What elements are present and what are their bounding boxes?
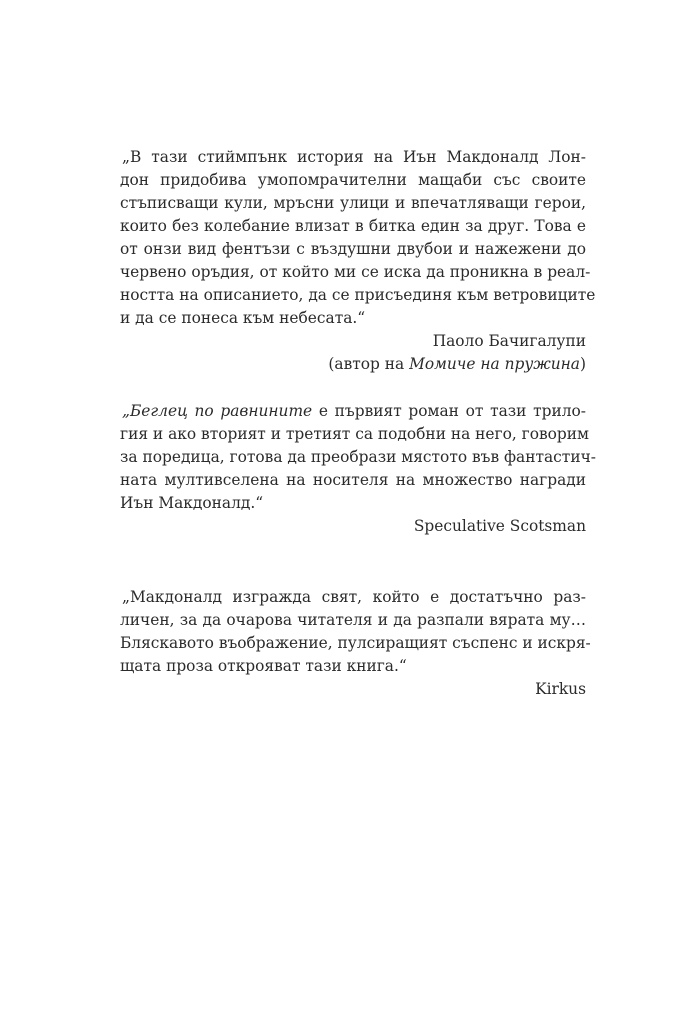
quote-line: гия и ако вторият и третият са подобни на него, говорим bbox=[120, 425, 589, 443]
source-prefix: (автор на bbox=[328, 355, 410, 373]
quote-line: „В тази стиймпънк история на Иън Макдоналд Лон- bbox=[122, 148, 586, 166]
quote-line: които без колебание влизат в битка един за друг. Това е bbox=[120, 217, 586, 235]
quote-line bbox=[120, 400, 586, 423]
quote-line: Иън Макдоналд.“ bbox=[120, 494, 264, 512]
quote-line: щата проза открояват тази книга.“ bbox=[120, 657, 407, 675]
quote-line: дон придобива умопомрачителни мащаби със своите bbox=[120, 171, 586, 189]
quote-speculative-scotsman bbox=[120, 400, 596, 538]
quote-author: Speculative Scotsman bbox=[413, 517, 586, 535]
quote-line: личен, за да очарова читателя и да разпали вярата му… bbox=[120, 611, 586, 629]
quote-line: ността на описанието, да се присъединя към ветровиците bbox=[120, 286, 596, 304]
source-suffix: ) bbox=[579, 355, 586, 373]
quote-author: Паоло Бачигалупи bbox=[432, 332, 586, 350]
quote-line: червено оръдия, от който ми се иска да проникна в реал- bbox=[120, 263, 591, 281]
quote-line: от онзи вид фентъзи с въздушни двубои и нажежени до bbox=[120, 240, 586, 258]
source-title: Момиче на пружина bbox=[409, 355, 580, 373]
quote-line: стъписващи кули, мръсни улици и впечатляващи герои, bbox=[120, 194, 586, 212]
quote-source bbox=[120, 353, 586, 376]
blurb-page bbox=[120, 146, 596, 701]
quote-author: Kirkus bbox=[535, 680, 586, 698]
quote-kirkus bbox=[120, 586, 591, 701]
quote-line: за поредица, готова да преобрази мястото във фантастич- bbox=[120, 448, 596, 466]
quote-line-rest: е първият роман от тази трило- bbox=[312, 402, 586, 420]
book-title: „Беглец по равнините bbox=[122, 402, 313, 420]
quote-line: ната мултивселена на носителя на множество награди bbox=[120, 471, 586, 489]
quote-line: Бляскавото въображение, пулсиращият съспенс и искря- bbox=[120, 634, 591, 652]
quote-line: и да се понеса към небесата.“ bbox=[120, 309, 366, 327]
quote-bacigalupi bbox=[120, 146, 596, 376]
quote-line: „Макдоналд изгражда свят, който е достатъчно раз- bbox=[122, 588, 586, 606]
